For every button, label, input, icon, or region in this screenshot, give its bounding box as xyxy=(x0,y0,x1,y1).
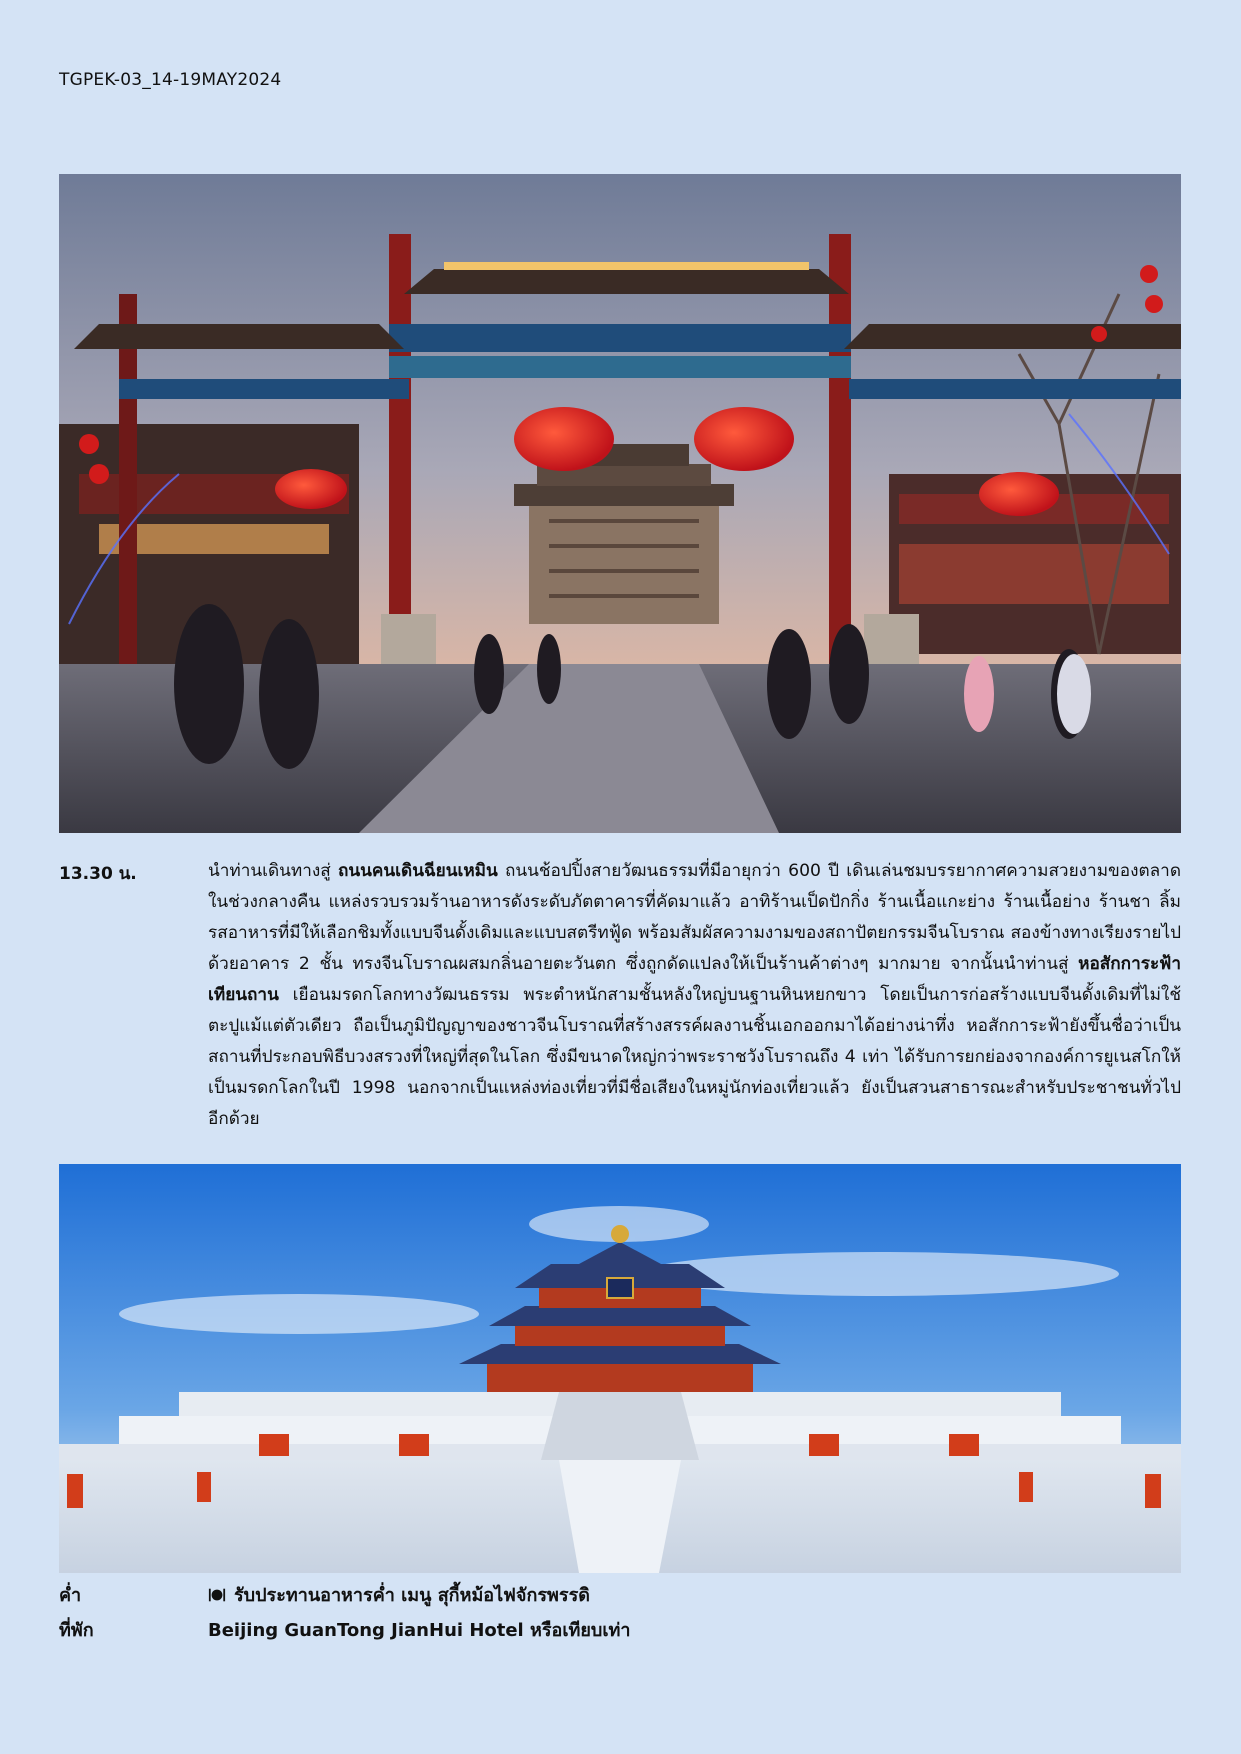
place-name-qianmen: ถนนคนเดินฉียนเหมิน xyxy=(338,861,498,881)
text-segment: เยือนมรดกโลกทางวัฒนธรรม พระตำหนักสามชั้นหลังใหญ่บนฐานหินหยกขาว โดยเป็นการก่อสร้างแบบจีนดั้งเดิมที่ไม่ใช้ตะปูแม้แต่ตัวเดียว ถือเป็นภูมิปัญญาของชาวจีนโบราณที่สร้างสรรค์ผลงานชิ้นเอกออกมาได้อย่างน่าทึ่ง หอสักการะฟ้ายังขึ้นชื่อว่าเป็นสถานที่ประกอบพิธีบวงสรวงที่ใหญ่ที่สุดในโลก ซึ่งมีขนาดใหญ่กว่าพระราชวังโบราณถึง 4 เท่า ได้รับการยกย่องจากองค์การยูเนสโกให้เป็นมรดกโลกในปี 1998 นอกจากเป็นแหล่งท่องเที่ยวที่มีชื่อเสียงในหมู่นักท่องเที่ยวแล้ว ยังเป็นสวนสาธารณะสำหรับประชาชนทั่วไปอีกด้วย xyxy=(208,985,1181,1129)
place-name-temple-of-heaven: หอสักการะฟ้าเทียนถาน xyxy=(208,954,1181,1005)
itinerary-paragraph xyxy=(208,856,1181,1135)
dinner-plate-icon xyxy=(208,1586,226,1604)
text-segment: ถนนช้อปปิ้งสายวัฒนธรรมที่มีอายุกว่า 600 ปี เดินเล่นชมบรรยากาศความสวยงามของตลาดในช่วงกลางคืน แหล่งรวบรวมร้านอาหารดังระดับภัตตาคารที่คัดมาแล้ว อาทิร้านเป็ดปักกิ่ง ร้านเนื้อแกะย่าง ร้านเนื้อย่าง ร้านชา ลิ้มรสอาหารที่มีให้เลือกชิมทั้งแบบจีนดั้งเดิมและแบบสตรีทฟู้ด พร้อมสัมผัสความงามของสถาปัตยกรรมจีนโบราณ สองข้างทางเรียงรายไปด้วยอาคาร 2 ชั้น ทรงจีนโบราณผสมกลิ่นอายตะวันตก ซึ่งถูกดัดแปลงให้เป็นร้านค้าต่างๆ มากมาย จากนั้นนำท่านสู่ xyxy=(208,861,1181,974)
temple-of-heaven-photo xyxy=(59,1164,1181,1573)
schedule-time: 13.30 น. xyxy=(59,864,137,884)
text-segment: นำท่านเดินทางสู่ xyxy=(208,861,339,881)
dinner-value xyxy=(208,1580,590,1609)
dinner-label: ค่ำ xyxy=(59,1585,82,1606)
accommodation-value: Beijing GuanTong JianHui Hotel หรือเทียบเท่า xyxy=(208,1620,631,1641)
accommodation-label: ที่พัก xyxy=(59,1620,94,1641)
dinner-text: รับประทานอาหารค่ำ เมนู สุกี้หม้อไฟจักรพรรดิ xyxy=(234,1585,590,1606)
tour-code: TGPEK-03_14-19MAY2024 xyxy=(59,70,282,90)
qianmen-street-photo xyxy=(59,174,1181,833)
